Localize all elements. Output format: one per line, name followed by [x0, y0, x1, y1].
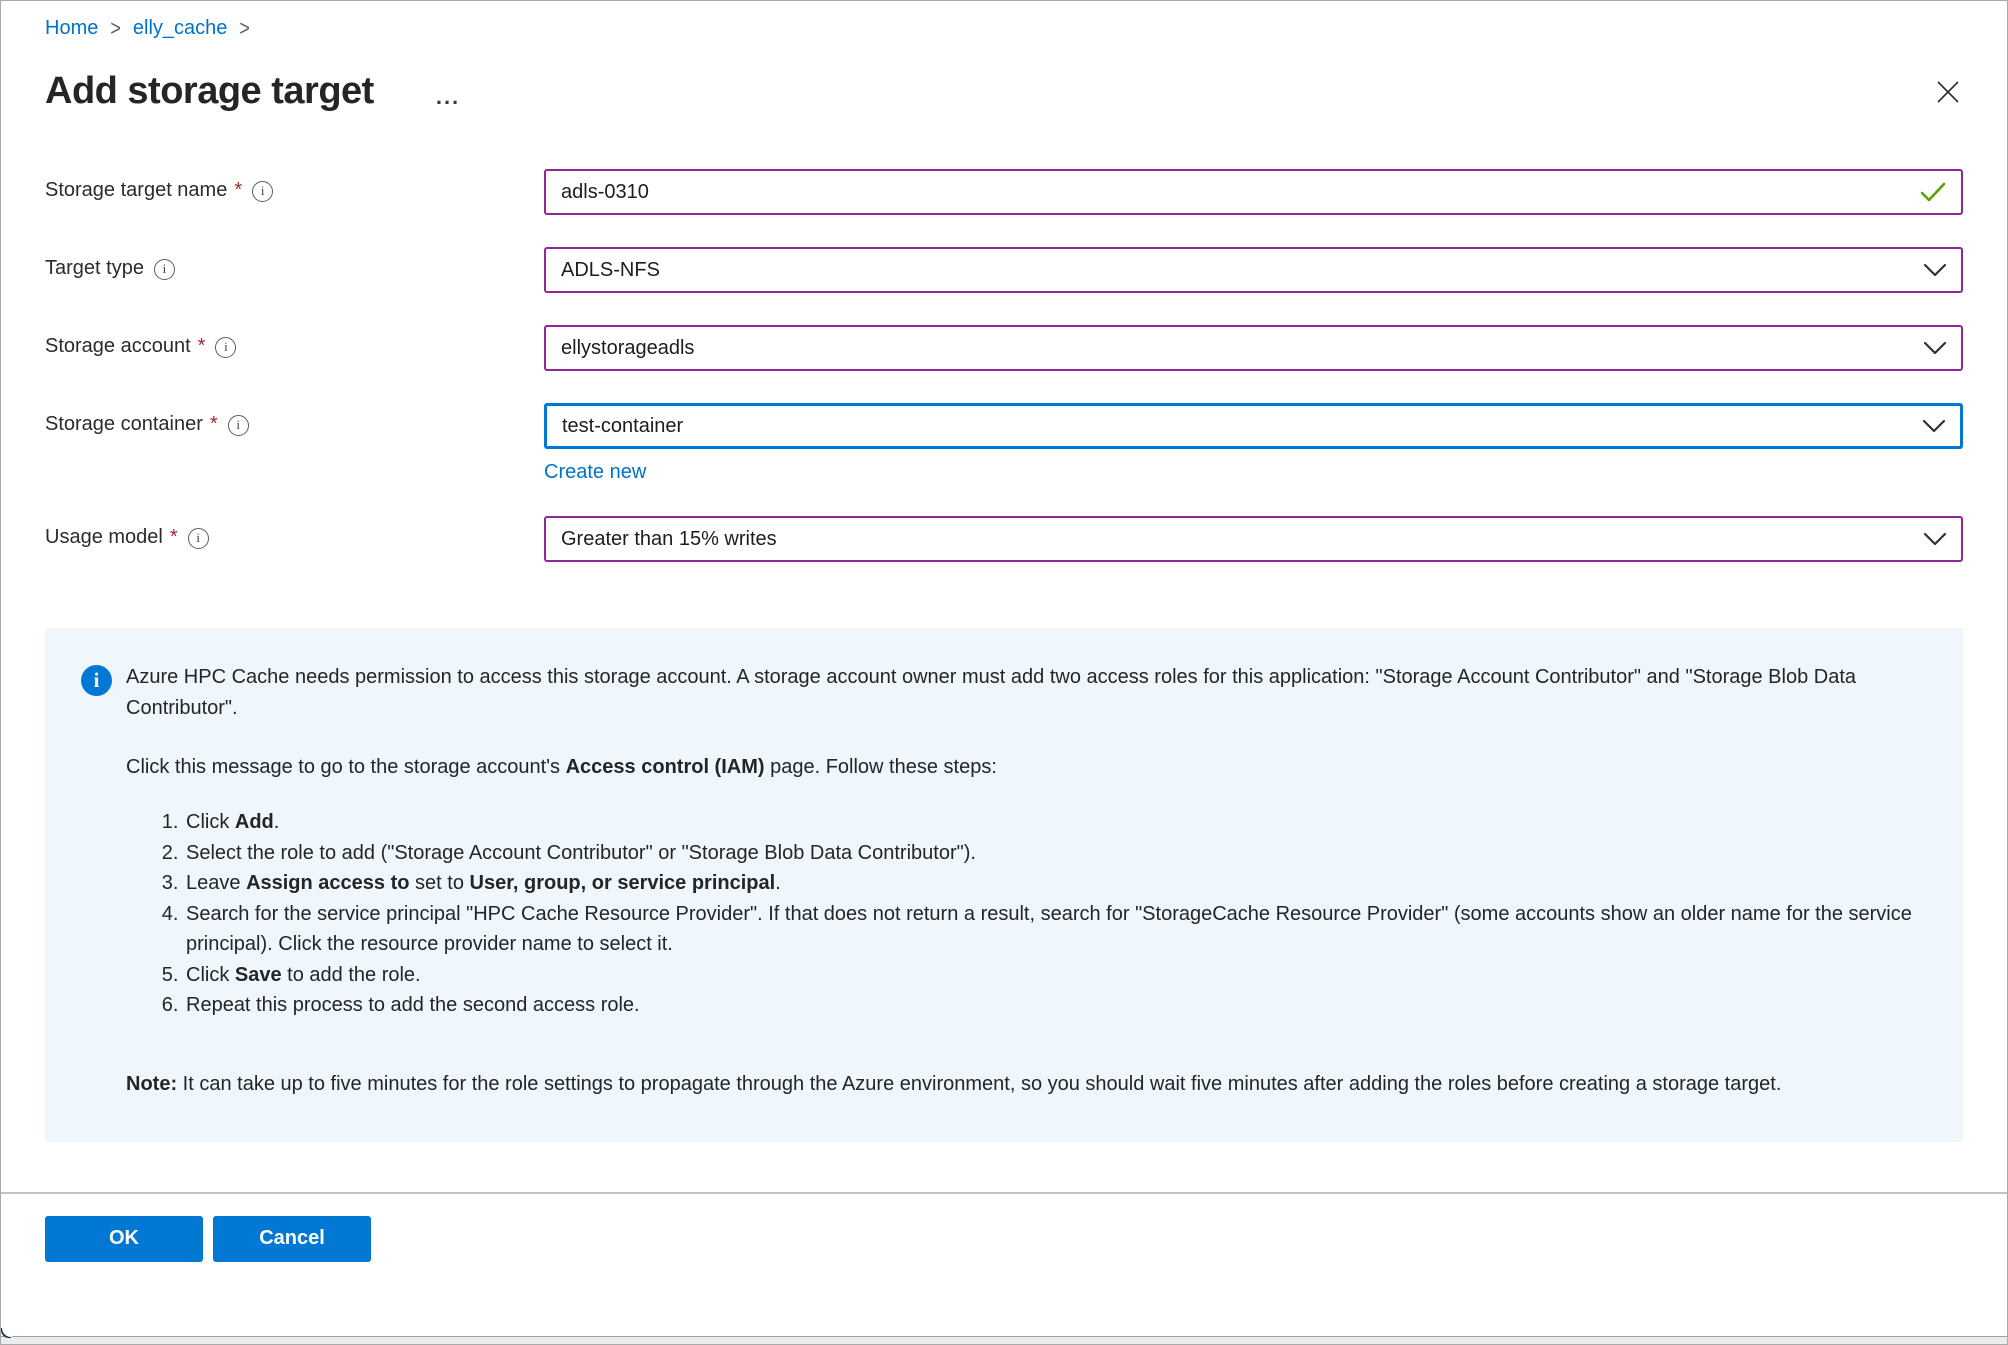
info-steps-list	[126, 807, 1923, 1021]
storage-target-name-input-wrap	[544, 169, 1963, 215]
create-new-link[interactable]: Create new	[544, 461, 647, 483]
step-item: 5. Click Save to add the role.	[184, 960, 1923, 991]
storage-container-label: Storage container	[45, 413, 203, 435]
info-note: Note: It can take up to five minutes for the role settings to propagate through the Azure environment, so you should wait five minutes after adding the roles before creating a storage target.	[126, 1072, 1782, 1095]
storage-target-form	[45, 169, 1963, 562]
storage-container-dropdown[interactable]	[544, 403, 1963, 449]
info-tooltip-icon[interactable]: i	[215, 337, 236, 358]
permissions-info-message[interactable]	[45, 628, 1963, 1142]
required-asterisk: *	[197, 335, 206, 357]
chevron-down-icon	[1922, 419, 1946, 433]
required-asterisk: *	[169, 526, 178, 548]
usage-model-dropdown[interactable]	[544, 516, 1963, 562]
ok-button[interactable]: OK	[45, 1216, 203, 1262]
info-tooltip-icon[interactable]: i	[188, 528, 209, 549]
step-item: 2. Select the role to add ("Storage Account Contributor" or "Storage Blob Data Contributor").	[184, 838, 1923, 869]
info-paragraph-2: Click this message to go to the storage account's Access control (IAM) page. Follow these steps:	[126, 756, 997, 778]
breadcrumb-separator-icon: >	[110, 15, 121, 41]
chevron-down-icon	[1923, 532, 1947, 546]
storage-target-name-input[interactable]	[561, 181, 1909, 204]
target-type-value: ADLS-NFS	[561, 258, 660, 281]
breadcrumb-separator-icon: >	[239, 15, 250, 41]
field-row-target-type	[45, 247, 1963, 293]
field-row-storage-target-name	[45, 169, 1963, 215]
usage-model-label: Usage model	[45, 526, 163, 548]
field-row-usage-model	[45, 516, 1963, 562]
step-item: 1. Click Add.	[184, 807, 1923, 838]
info-tooltip-icon[interactable]: i	[154, 259, 175, 280]
cancel-button[interactable]: Cancel	[213, 1216, 371, 1262]
valid-check-icon	[1919, 181, 1947, 203]
required-asterisk: *	[234, 179, 243, 201]
info-tooltip-icon[interactable]: i	[228, 415, 249, 436]
info-icon: i	[81, 665, 112, 696]
target-type-dropdown[interactable]	[544, 247, 1963, 293]
field-row-storage-account	[45, 325, 1963, 371]
chevron-down-icon	[1923, 341, 1947, 355]
step-item: 3. Leave Assign access to set to User, group, or service principal.	[184, 868, 1923, 899]
step-item: 6. Repeat this process to add the second access role.	[184, 990, 1923, 1021]
usage-model-value: Greater than 15% writes	[561, 527, 777, 550]
storage-account-dropdown[interactable]	[544, 325, 1963, 371]
storage-account-value: ellystorageadls	[561, 336, 695, 359]
field-row-storage-container	[45, 403, 1963, 484]
breadcrumb-home-link[interactable]: Home	[45, 17, 99, 39]
context-menu-ellipsis-icon[interactable]: ...	[435, 83, 461, 109]
info-tooltip-icon[interactable]: i	[252, 181, 273, 202]
chevron-down-icon	[1923, 263, 1947, 277]
storage-account-label: Storage account	[45, 335, 191, 357]
storage-target-name-label: Storage target name	[45, 179, 228, 201]
info-paragraph-1: Azure HPC Cache needs permission to access this storage account. A storage account owner must add two access roles for this application: "Storage Account Contributor" and "Storage Blob Data Contributor".	[126, 666, 1856, 719]
breadcrumb	[45, 17, 1963, 40]
step-item: 4. Search for the service principal "HPC Cache Resource Provider". If that does not return a result, search for "StorageCache Resource Provider" (some accounts show an older name for the service principal). Click the resource provider name to select it.	[184, 899, 1923, 960]
target-type-label: Target type	[45, 257, 144, 279]
required-asterisk: *	[209, 413, 218, 435]
breadcrumb-elly-cache-link[interactable]: elly_cache	[132, 17, 228, 39]
footer-divider	[1, 1192, 2007, 1194]
page-title: Add storage target	[45, 70, 374, 112]
storage-container-value: test-container	[562, 414, 684, 437]
close-icon[interactable]	[1933, 77, 1963, 107]
window-bottom-edge	[1, 1336, 2007, 1344]
